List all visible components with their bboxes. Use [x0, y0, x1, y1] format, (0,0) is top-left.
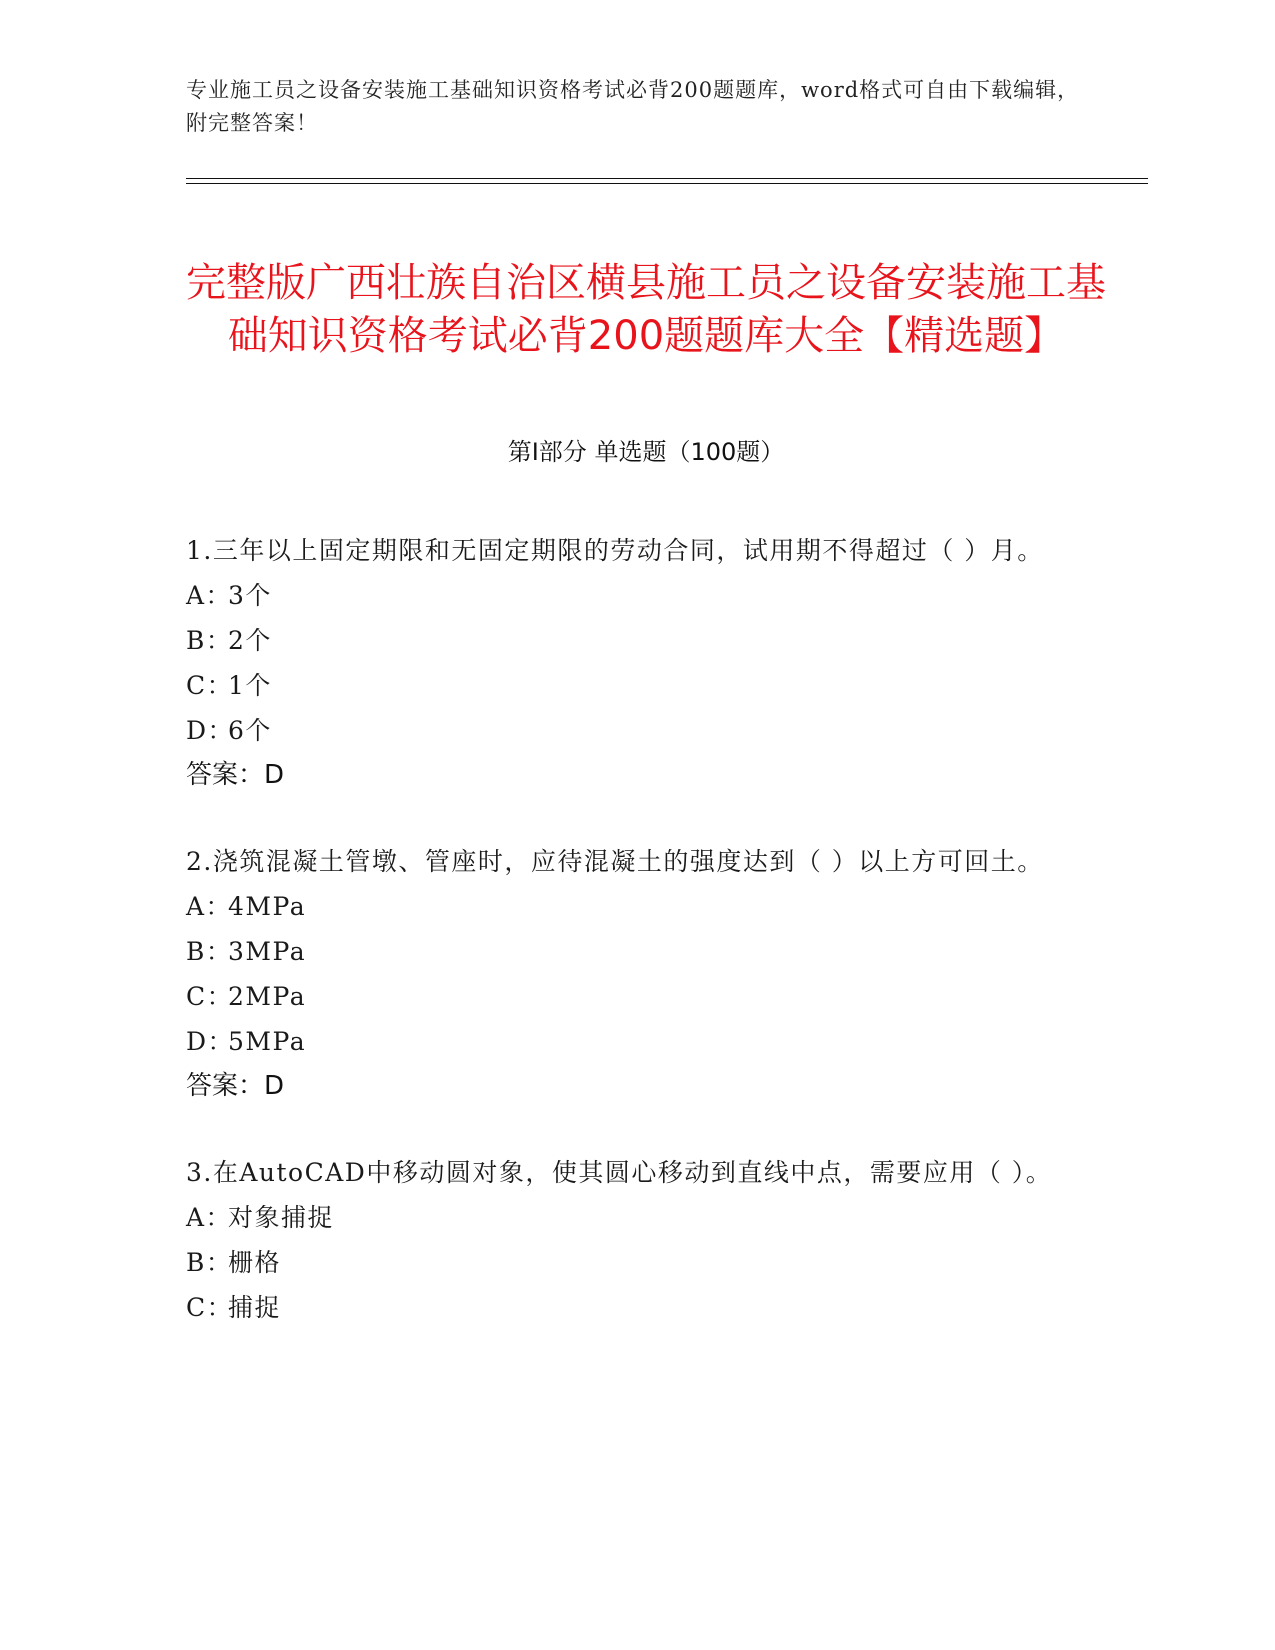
option-text: 3个	[228, 581, 272, 610]
header-note: 专业施工员之设备安装施工基础知识资格考试必背200题题库，word格式可自由下载编辑，附完整答案！	[186, 78, 1080, 135]
option-key: A：	[186, 581, 233, 610]
option-d	[186, 708, 1066, 753]
option-d	[186, 1019, 1066, 1064]
option-text: 4MPa	[228, 892, 307, 921]
question-stem: 2.浇筑混凝土管墩、管座时，应待混凝土的强度达到（ ）以上方可回土。	[186, 847, 1044, 876]
option-text: 捕捉	[228, 1293, 282, 1322]
option-key: A：	[186, 892, 233, 921]
option-c	[186, 974, 1066, 1019]
option-b	[186, 929, 1066, 974]
option-key: C：	[186, 982, 234, 1011]
option-b	[186, 618, 1066, 663]
header-divider-bottom	[186, 183, 1148, 184]
option-key: C：	[186, 1293, 234, 1322]
option-text: 栅格	[228, 1248, 282, 1277]
option-key: D：	[186, 716, 235, 745]
answer-label: 答案：D	[186, 1071, 285, 1101]
header-divider-top	[186, 178, 1148, 179]
question-stem: 3.在AutoCAD中移动圆对象，使其圆心移动到直线中点，需要应用（ ）。	[186, 1158, 1053, 1187]
option-key: B：	[186, 1248, 233, 1277]
question-1	[186, 528, 1066, 798]
section-heading: 第Ⅰ部分 单选题（100题）	[507, 438, 785, 466]
question-2	[186, 839, 1066, 1109]
option-a	[186, 884, 1066, 929]
option-key: B：	[186, 937, 233, 966]
question-list	[186, 528, 1066, 1371]
answer-label: 答案：D	[186, 760, 285, 790]
option-text: 5MPa	[228, 1027, 307, 1056]
option-key: C：	[186, 671, 234, 700]
option-text: 对象捕捉	[228, 1203, 335, 1232]
option-text: 2个	[228, 626, 272, 655]
option-text: 2MPa	[228, 982, 307, 1011]
option-a	[186, 1195, 1066, 1240]
document-title: 完整版广西壮族自治区横县施工员之设备安装施工基础知识资格考试必背200题题库大全【精选题】	[186, 259, 1106, 359]
option-c	[186, 663, 1066, 708]
option-b	[186, 1240, 1066, 1285]
option-key: D：	[186, 1027, 235, 1056]
option-text: 6个	[228, 716, 272, 745]
option-a	[186, 573, 1066, 618]
option-key: B：	[186, 626, 233, 655]
option-text: 1个	[228, 671, 272, 700]
option-key: A：	[186, 1203, 233, 1232]
question-stem: 1.三年以上固定期限和无固定期限的劳动合同，试用期不得超过（ ）月。	[186, 536, 1044, 565]
option-c	[186, 1285, 1066, 1330]
question-3	[186, 1150, 1066, 1330]
option-text: 3MPa	[228, 937, 307, 966]
